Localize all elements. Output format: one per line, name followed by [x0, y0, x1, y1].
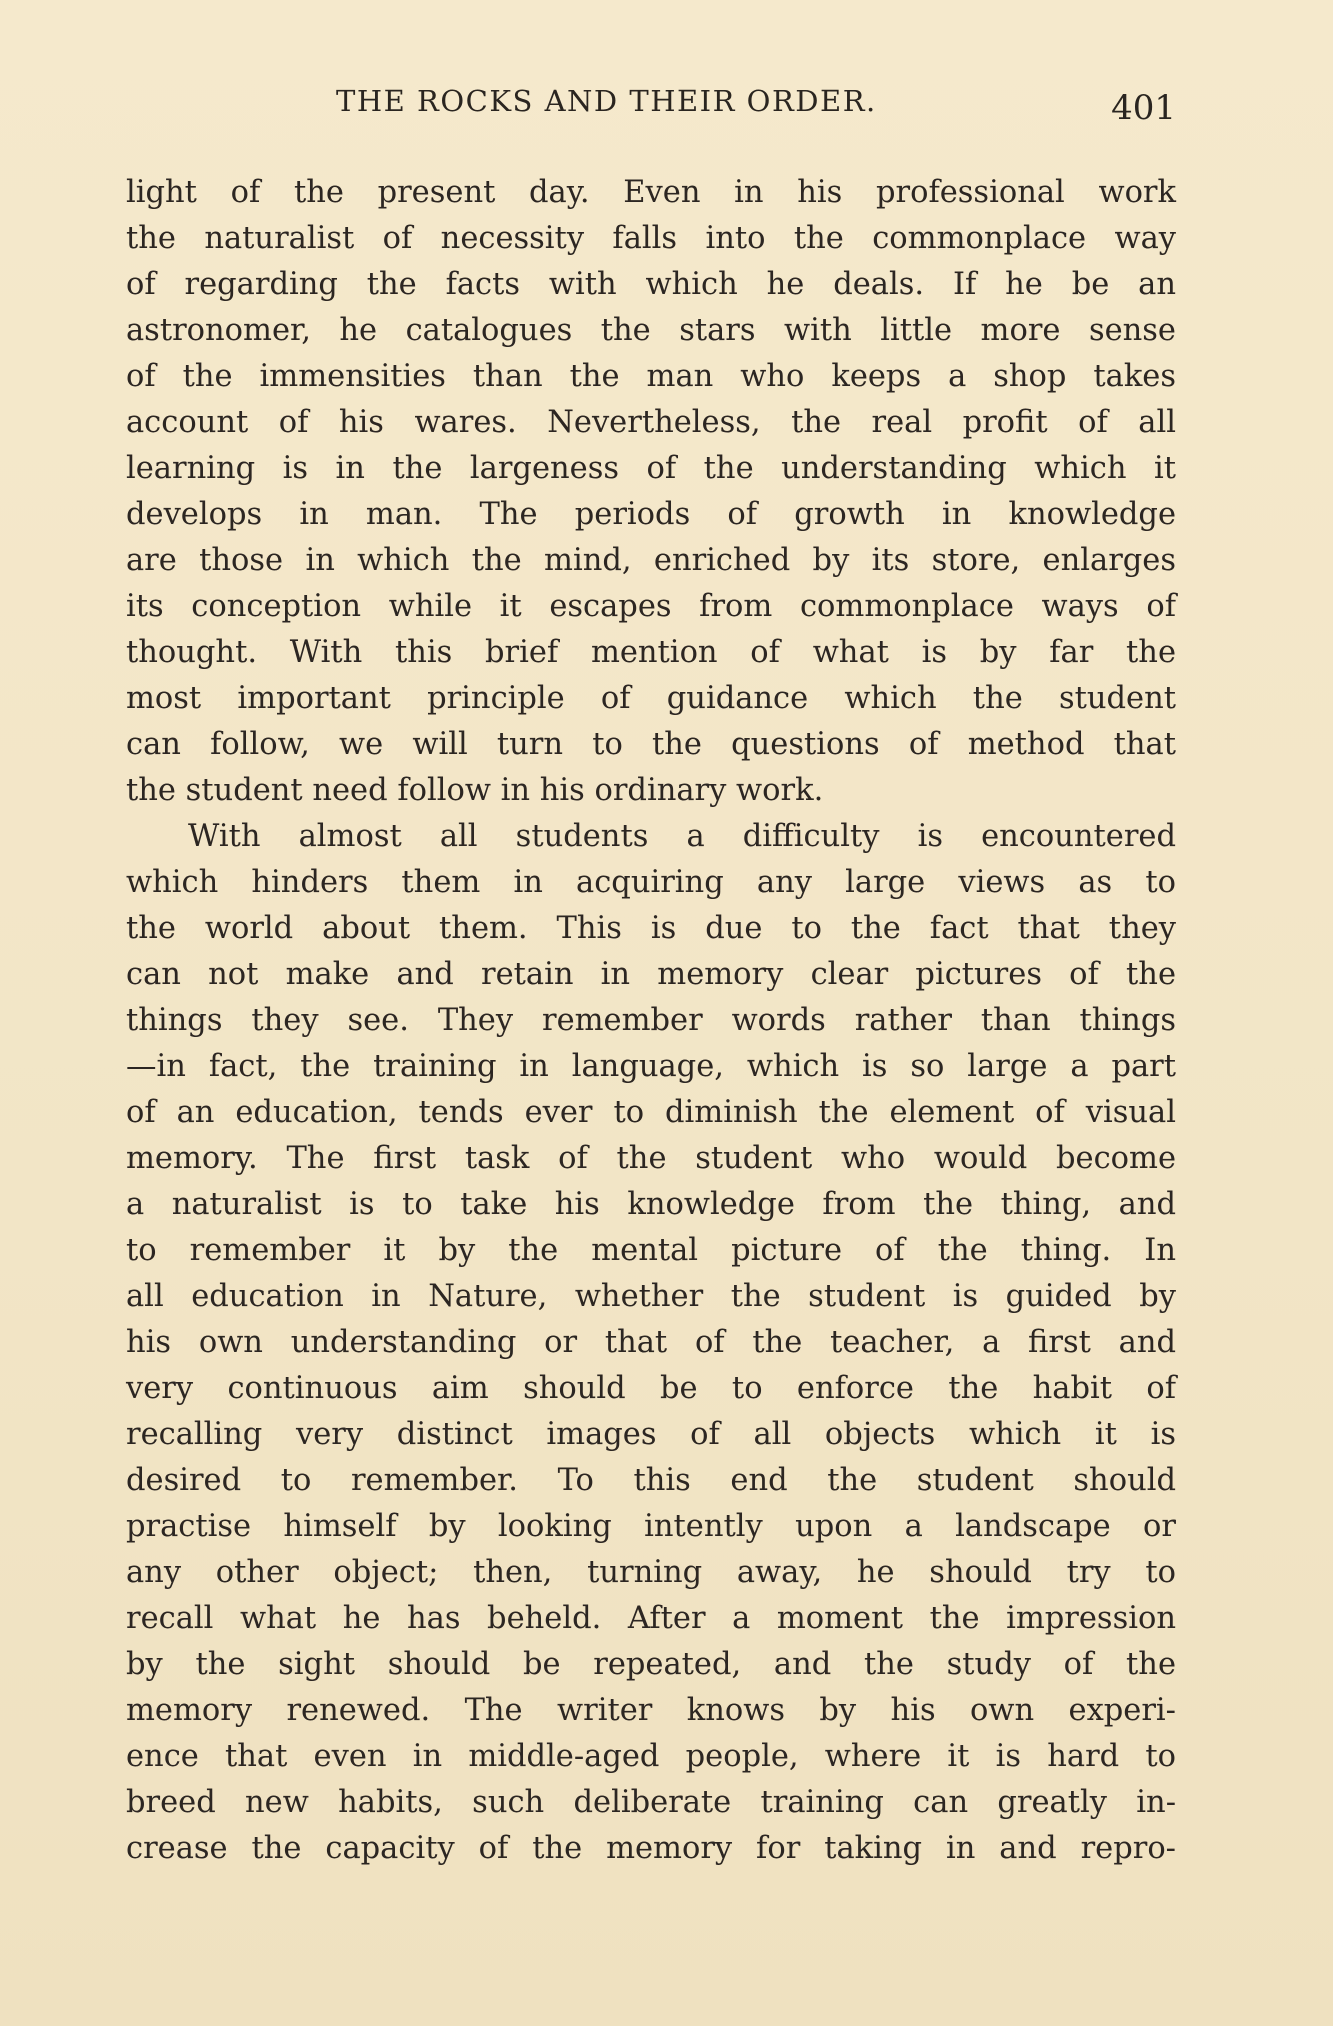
- text-line: things they see. They remember words rather than things: [126, 1003, 1176, 1038]
- text-line: With almost all students a difficulty is encountered: [188, 819, 1176, 854]
- text-line: develops in man. The periods of growth in knowledge: [126, 497, 1176, 532]
- text-line: a naturalist is to take his knowledge from the thing, and: [126, 1187, 1176, 1222]
- text-line: thought. With this brief mention of what is by far the: [126, 635, 1176, 670]
- text-line: can not make and retain in memory clear pictures of the: [126, 957, 1176, 992]
- text-line: all education in Nature, whether the student is guided by: [126, 1279, 1176, 1314]
- text-line: desired to remember. To this end the student should: [126, 1463, 1176, 1498]
- text-line: ence that even in middle-aged people, where it is hard to: [126, 1739, 1176, 1774]
- running-head: THE ROCKS AND THEIR ORDER.: [336, 84, 877, 118]
- text-line: most important principle of guidance which the student: [126, 681, 1176, 716]
- text-line: are those in which the mind, enriched by its store, enlarges: [126, 543, 1176, 578]
- text-line: of an education, tends ever to diminish the element of visual: [126, 1095, 1176, 1130]
- text-line: the student need follow in his ordinary work.: [126, 773, 824, 808]
- text-line: any other object; then, turning away, he should try to: [126, 1555, 1176, 1590]
- text-line: which hinders them in acquiring any large views as to: [126, 865, 1176, 900]
- text-line: to remember it by the mental picture of the thing. In: [126, 1233, 1176, 1268]
- text-line: —in fact, the training in language, which is so large a part: [126, 1049, 1176, 1084]
- text-line: crease the capacity of the memory for taking in and repro-: [126, 1831, 1176, 1866]
- text-line: account of his wares. Nevertheless, the real profit of all: [126, 405, 1176, 440]
- text-line: recalling very distinct images of all objects which it is: [126, 1417, 1176, 1452]
- text-line: astronomer, he catalogues the stars with little more sense: [126, 313, 1176, 348]
- text-line: the naturalist of necessity falls into the commonplace way: [126, 221, 1176, 256]
- text-line: of regarding the facts with which he deals. If he be an: [126, 267, 1176, 302]
- text-line: by the sight should be repeated, and the study of the: [126, 1647, 1176, 1682]
- page-header: [126, 82, 1176, 132]
- text-line: memory renewed. The writer knows by his own experi-: [126, 1693, 1176, 1728]
- page-number: 401: [1111, 88, 1176, 128]
- text-line: recall what he has beheld. After a moment the impression: [126, 1601, 1176, 1636]
- text-line: its conception while it escapes from commonplace ways of: [126, 589, 1176, 624]
- text-line: memory. The first task of the student who would become: [126, 1141, 1176, 1176]
- body-text: [126, 170, 1176, 1872]
- text-line: his own understanding or that of the teacher, a first and: [126, 1325, 1176, 1360]
- text-line: can follow, we will turn to the questions of method that: [126, 727, 1176, 762]
- text-line: learning is in the largeness of the understanding which it: [126, 451, 1176, 486]
- text-line: practise himself by looking intently upon a landscape or: [126, 1509, 1176, 1544]
- text-line: breed new habits, such deliberate training can greatly in-: [126, 1785, 1176, 1820]
- text-line: of the immensities than the man who keeps a shop takes: [126, 359, 1176, 394]
- text-line: very continuous aim should be to enforce the habit of: [126, 1371, 1176, 1406]
- text-line: light of the present day. Even in his professional work: [126, 175, 1176, 210]
- text-line: the world about them. This is due to the fact that they: [126, 911, 1176, 946]
